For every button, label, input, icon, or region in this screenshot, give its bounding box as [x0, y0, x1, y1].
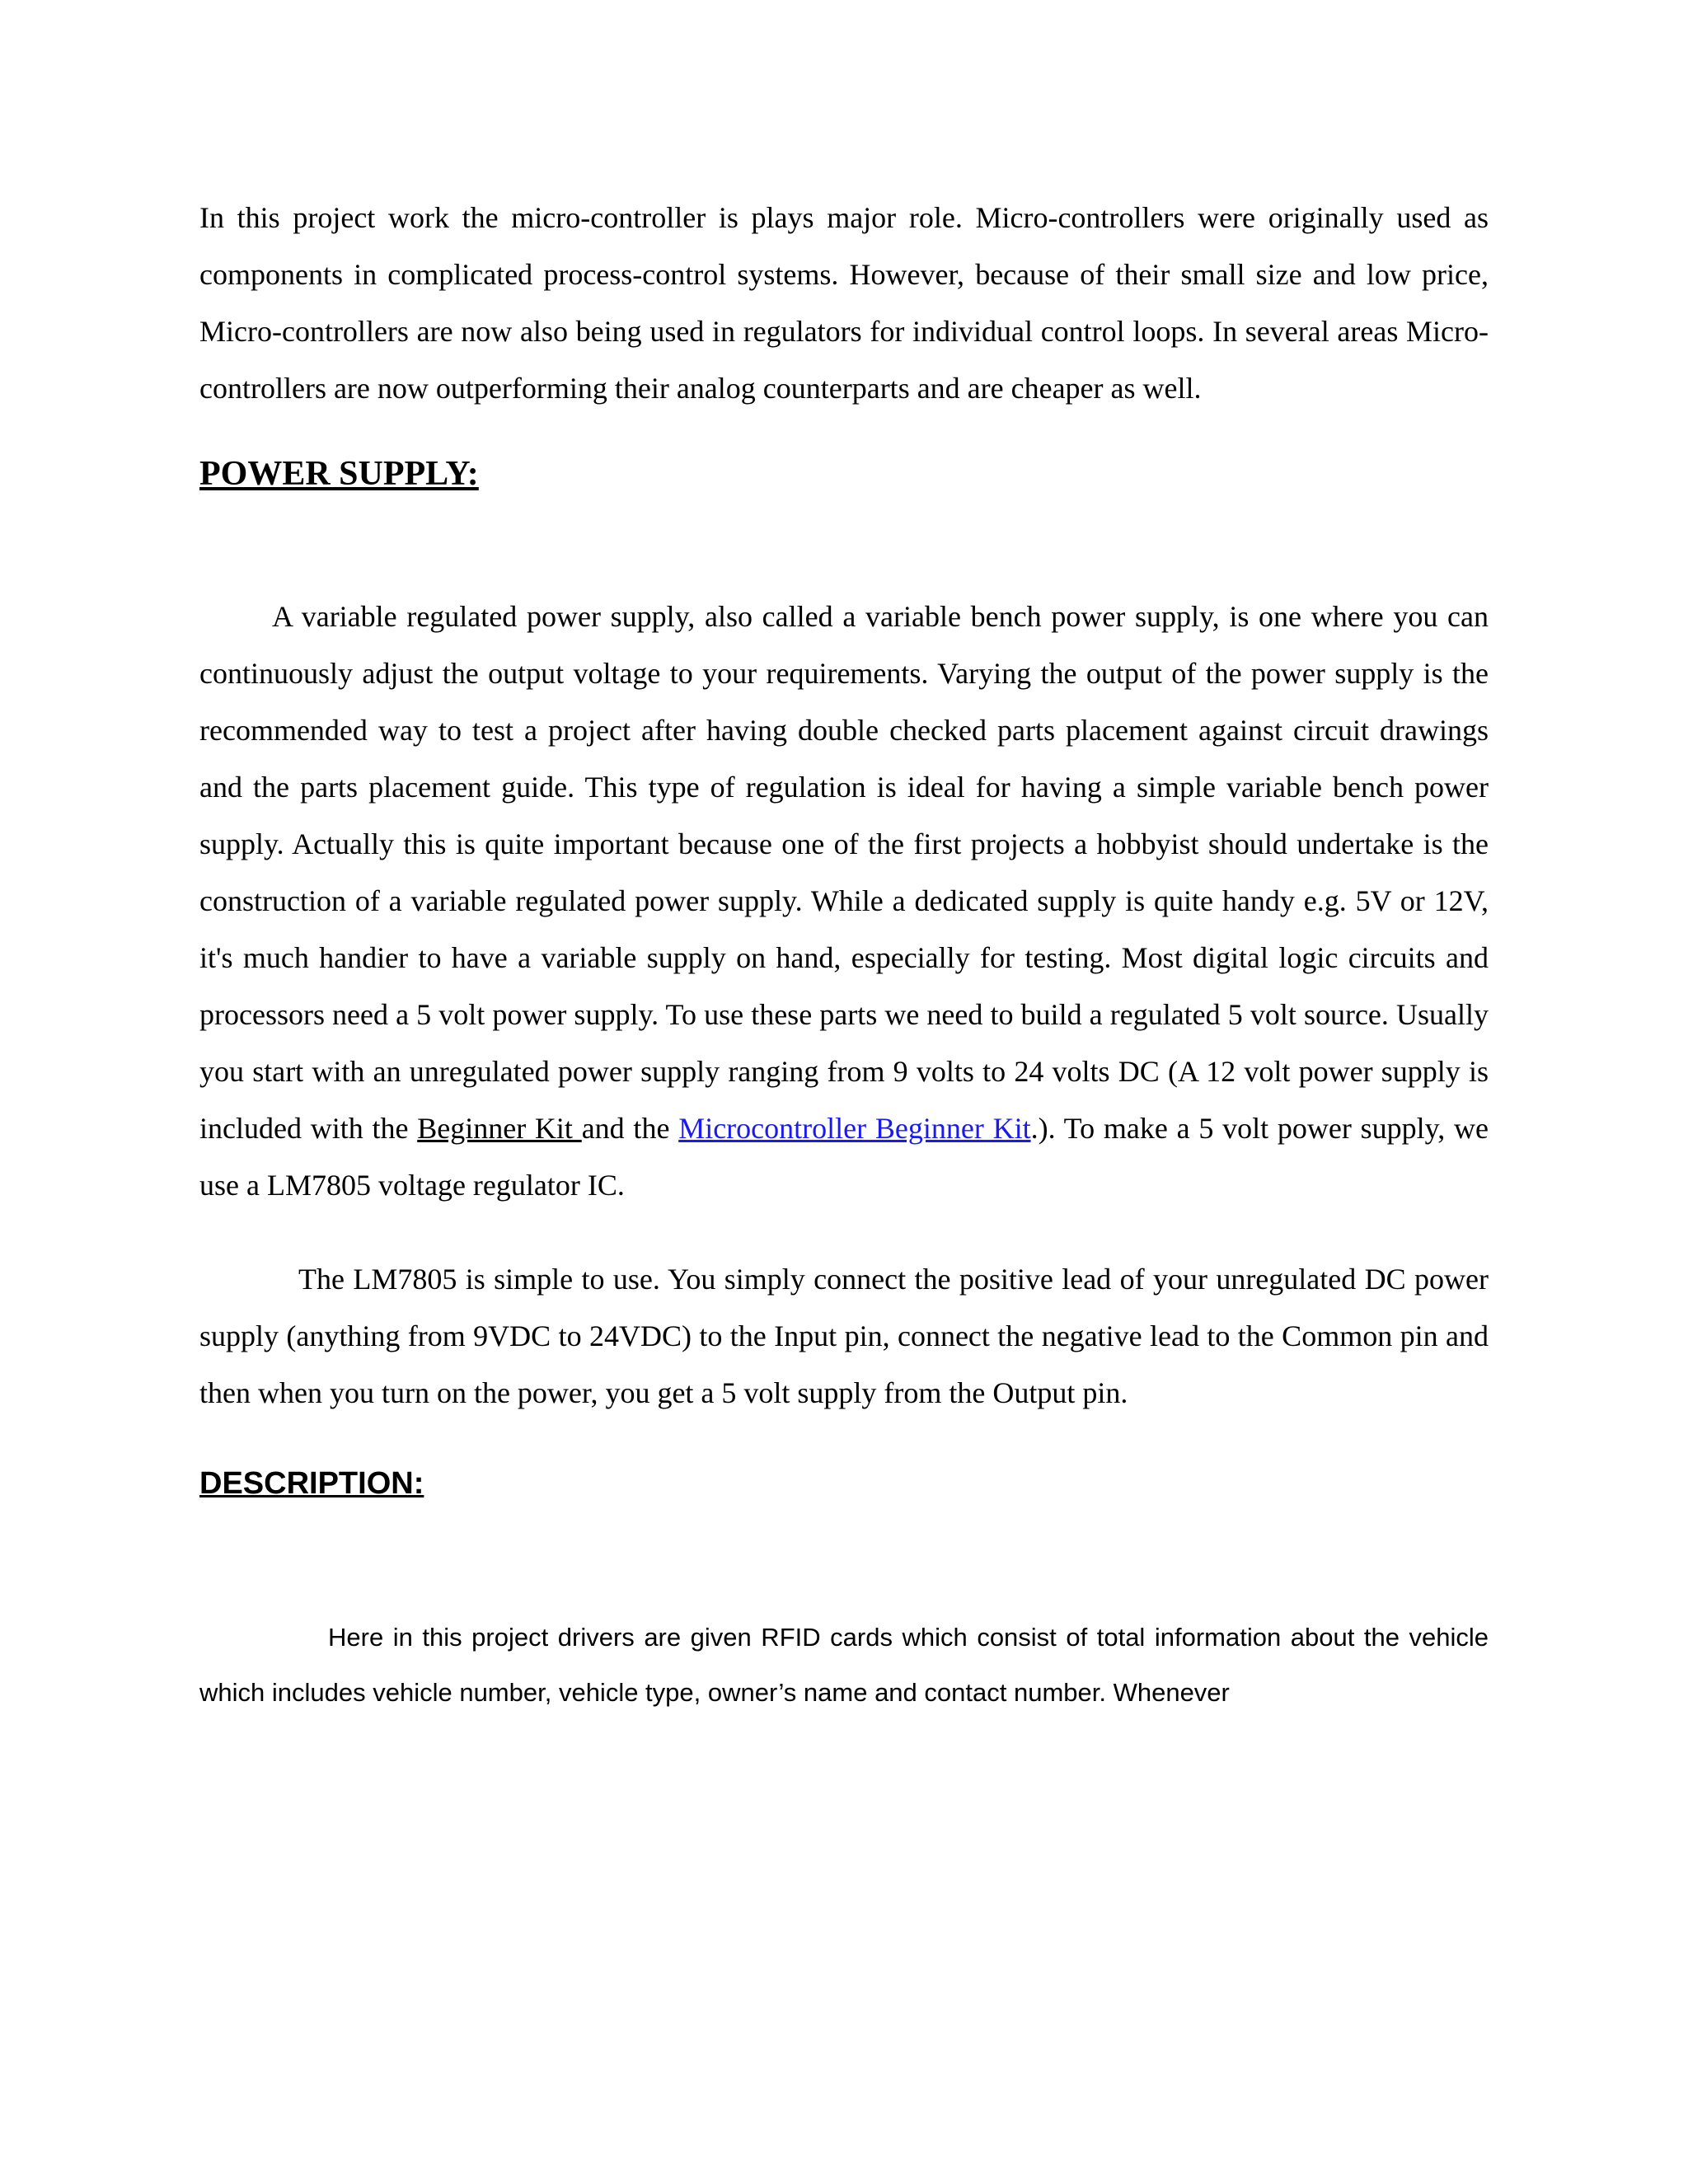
microcontroller-beginner-kit-link[interactable]: Microcontroller Beginner Kit [678, 1112, 1031, 1145]
power-supply-heading: POWER SUPPLY: [199, 455, 479, 493]
beginner-kit-link[interactable]: Beginner Kit [417, 1112, 582, 1145]
description-heading: DESCRIPTION: [199, 1466, 424, 1501]
page-content [199, 190, 1489, 1720]
power-supply-text-part3: .). To make a 5 volt power supply, we use a LM7805 voltage regulator IC. [199, 1112, 1489, 1202]
lm7805-paragraph: The LM7805 is simple to use. You simply connect the positive lead of your unregulated DC power supply (anything from 9VDC to 24VDC) to the Input pin, connect the negative lead to the Common pin and then when you turn on the power, you get a 5 volt supply from the Output pin. [199, 1263, 1489, 1409]
power-supply-text-part1: A variable regulated power supply, also called a variable bench power supply, is one where you can continuously adjust the output voltage to your requirements. Varying the output of the power supply is the recommended way to test a project after having double checked parts placement against circuit drawings and the parts placement guide. This type of regulation is ideal for having a simple variable bench power supply. Actually this is quite important because one of the first projects a hobbyist should undertake is the construction of a variable regulated power supply. While a dedicated supply is quite handy e.g. 5V or 12V, it's much handier to have a variable supply on hand, especially for testing. Most digital logic circuits and processors need a 5 volt power supply. To use these parts we need to build a regulated 5 volt source. Usually you start with an unregulated power supply ranging from 9 volts to 24 volts DC (A 12 volt power supply is included with the [199, 600, 1489, 1145]
intro-paragraph: In this project work the micro-controller is plays major role. Micro-controllers were originally used as components in complicated process-control systems. However, because of their small size and low price, Micro-controllers are now also being used in regulators for individual control loops. In several areas Micro-controllers are now outperforming their analog counterparts and are cheaper as well. [199, 201, 1489, 405]
description-paragraph: Here in this project drivers are given RFID cards which consist of total information about the vehicle which includes vehicle number, vehicle type, owner’s name and contact number. Whenever [199, 1623, 1489, 1707]
power-supply-text-part2: and the [581, 1112, 679, 1145]
power-supply-paragraph [199, 588, 1489, 1214]
